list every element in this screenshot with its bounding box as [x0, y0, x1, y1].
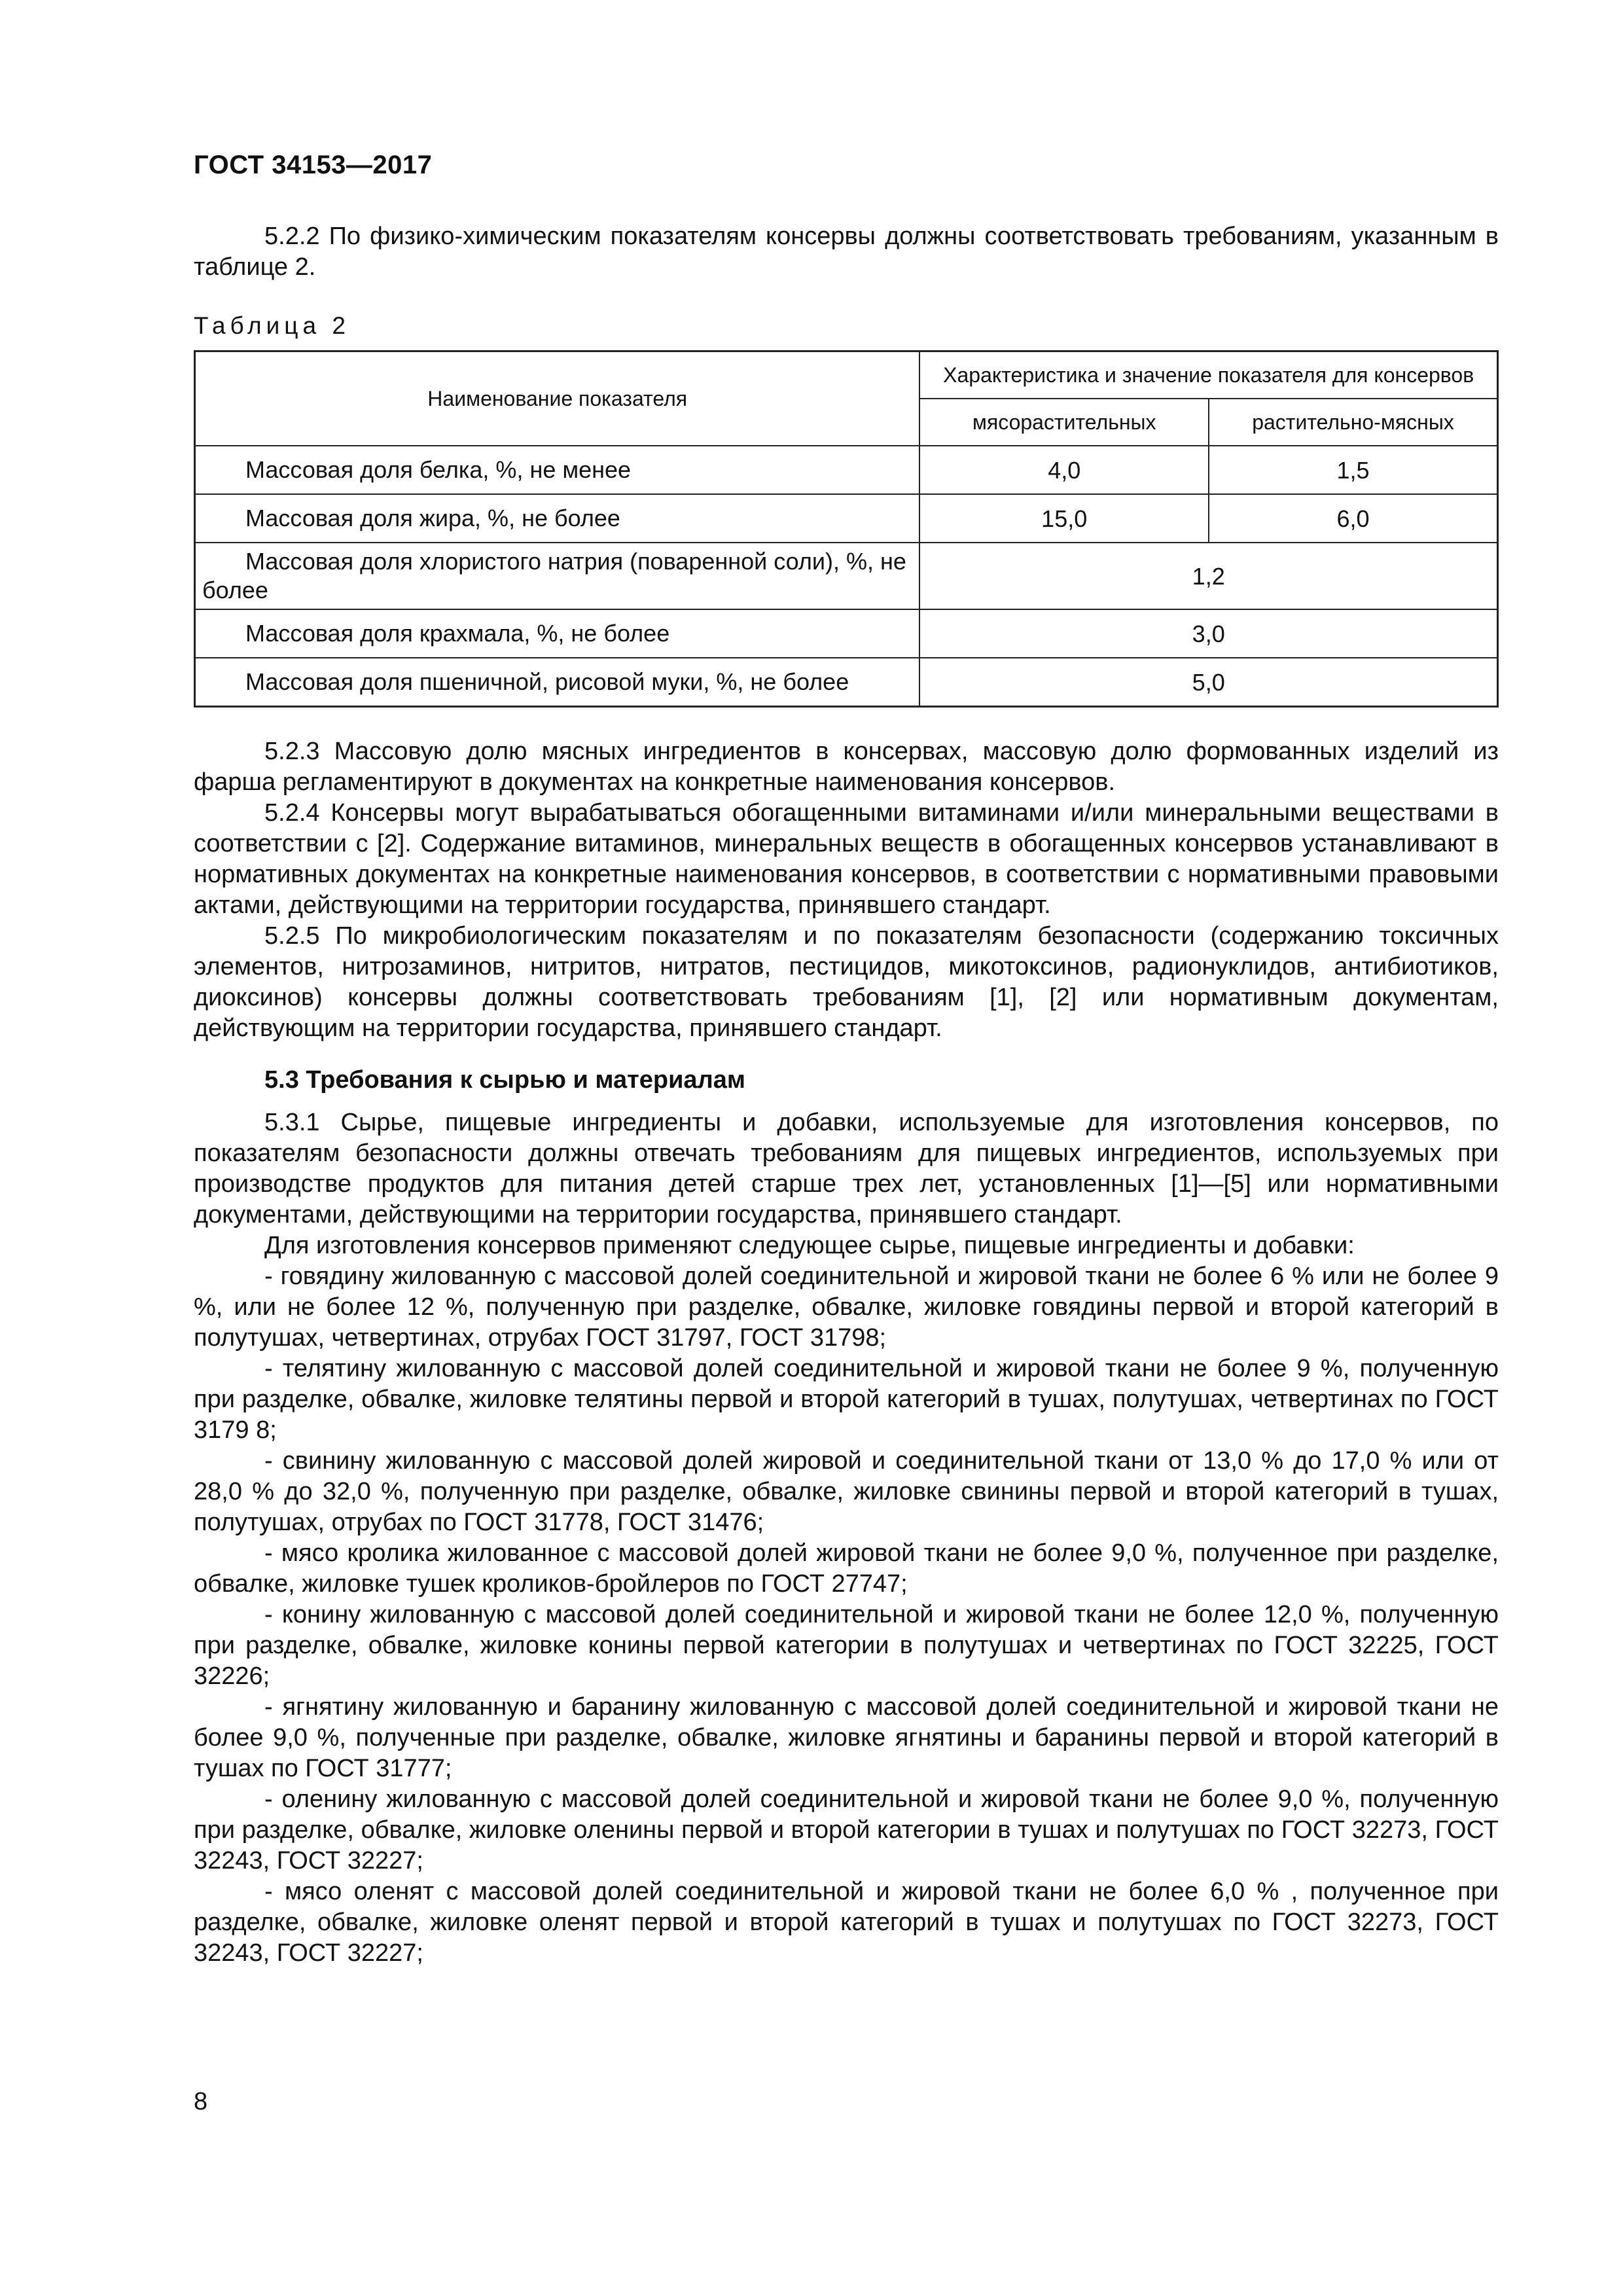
row-value-merged: 5,0	[919, 658, 1497, 707]
row-value-2: 6,0	[1209, 494, 1497, 543]
table-row	[195, 609, 1498, 658]
page-number: 8	[194, 2088, 208, 2115]
paragraph-5-2-3: 5.2.3 Массовую долю мясных ингредиентов в консервах, массовую долю формованных изделий из фарша регламентируют в документах на конкретные наименования консервов.	[194, 738, 1499, 796]
row-name: Массовая доля пшеничной, рисовой муки, %, не более	[195, 658, 920, 707]
table-row	[195, 543, 1498, 609]
table-row	[195, 446, 1498, 494]
row-value-merged: 3,0	[919, 609, 1497, 658]
row-value-1: 4,0	[919, 446, 1209, 494]
row-value-1: 15,0	[919, 494, 1209, 543]
table-header-col2: растительно-мясных	[1209, 399, 1497, 446]
row-name: Массовая доля крахмала, %, не более	[195, 609, 920, 658]
document-header: ГОСТ 34153—2017	[194, 151, 433, 179]
table-header-col1: мясорастительных	[919, 399, 1209, 446]
paragraph-5-2-4: 5.2.4 Консервы могут вырабатываться обогащенными витаминами и/или минеральными веществами в соответствии с [2]. Содержание витаминов, минеральных веществ в обогащенных консервов устанавливают в нормативных документах на конкретные наименования консервов, в соответствии с нормативными правовыми актами, действующими на территории государства, принявшего стандарт.	[194, 799, 1499, 919]
paragraph-list-intro: Для изготовления консервов применяют следующее сырье, пищевые ингредиенты и добавки:	[264, 1232, 1355, 1259]
table-caption: Таблица 2	[194, 312, 350, 339]
row-value-merged: 1,2	[919, 543, 1497, 609]
section-title: 5.3 Требования к сырью и материалам	[264, 1066, 745, 1094]
table-row	[195, 494, 1498, 543]
row-value-2: 1,5	[1209, 446, 1497, 494]
table-header-name: Наименование показателя	[195, 351, 920, 446]
paragraph-5-2-5: 5.2.5 По микробиологическим показателям и по показателям безопасности (содержанию токсичных элементов, нитрозаминов, нитритов, нитратов, пестицидов, микотоксинов, радионуклидов, антибиотиков, диоксинов) консервы должны соответствовать требованиям [1], [2] или нормативным документам, действующим на территории государства, принявшего стандарт.	[194, 922, 1499, 1042]
list-item: - оленину жилованную с массовой долей соединительной и жировой ткани не более 9,0 %, полученную при разделке, обвалке, жиловке оленины первой и второй категории в тушах и полутушах по ГОСТ 32273, ГОСТ 32243, ГОСТ 32227;	[194, 1785, 1499, 1874]
list-item: - свинину жилованную с массовой долей жировой и соединительной ткани от 13,0 % до 17,0 % или от 28,0 % до 32,0 %, полученную при разделке, обвалке, жиловке свинины первой и второй категорий в тушах, полутушах, отрубах по ГОСТ 31778, ГОСТ 31476;	[194, 1447, 1499, 1536]
table-header-group: Характеристика и значение показателя для консервов	[919, 351, 1497, 399]
row-name: Массовая доля жира, %, не более	[195, 494, 920, 543]
list-item: - конину жилованную с массовой долей соединительной и жировой ткани не более 12,0 %, полученную при разделке, обвалке, жиловке конины первой категории в полутушах и четвертинах по ГОСТ 32225, ГОСТ 32226;	[194, 1601, 1499, 1690]
paragraph-5-3-1: 5.3.1 Сырье, пищевые ингредиенты и добавки, используемые для изготовления консервов, по показателям безопасности должны отвечать требованиям для пищевых ингредиентов, используемых при производстве продуктов для питания детей старше трех лет, установленных [1]—[5] или нормативными документами, действующими на территории государства, принявшего стандарт.	[194, 1109, 1499, 1229]
row-name: Массовая доля белка, %, не менее	[195, 446, 920, 494]
list-item: - ягнятину жилованную и баранину жилованную с массовой долей соединительной и жировой ткани не более 9,0 %, полученные при разделке, обвалке, жиловке ягнятины и баранины первой и второй категорий в тушах по ГОСТ 31777;	[194, 1693, 1499, 1782]
row-name: Массовая доля хлористого натрия (поваренной соли), %, не более	[195, 543, 920, 609]
list-item: - мясо кролика жилованное с массовой долей жировой ткани не более 9,0 %, полученное при разделке, обвалке, жиловке тушек кроликов-бройлеров по ГОСТ 27747;	[194, 1539, 1499, 1598]
list-item: - говядину жилованную с массовой долей соединительной и жировой ткани не более 6 % или не более 9 %, или не более 12 %, полученную при разделке, обвалке, жиловке говядины первой и второй категорий в полутушах, четвертинах, отрубах ГОСТ 31797, ГОСТ 31798;	[194, 1263, 1499, 1352]
list-item: - телятину жилованную с массовой долей соединительной и жировой ткани не более 9 %, полученную при разделке, обвалке, жиловке телятины первой и второй категорий в тушах, полутушах, четвертинах по ГОСТ 3179 8;	[194, 1355, 1499, 1444]
table-row	[195, 658, 1498, 707]
indicators-table	[194, 350, 1499, 708]
document-body	[194, 221, 1499, 1969]
paragraph-5-2-2: 5.2.2 По физико-химическим показателям консервы должны соответствовать требованиям, указанным в таблице 2.	[194, 223, 1499, 281]
list-item: - мясо оленят с массовой долей соединительной и жировой ткани не более 6,0 % , полученное при разделке, обвалке, жиловке оленят первой и второй категорий в тушах и полутушах по ГОСТ 32273, ГОСТ 32243, ГОСТ 32227;	[194, 1878, 1499, 1967]
